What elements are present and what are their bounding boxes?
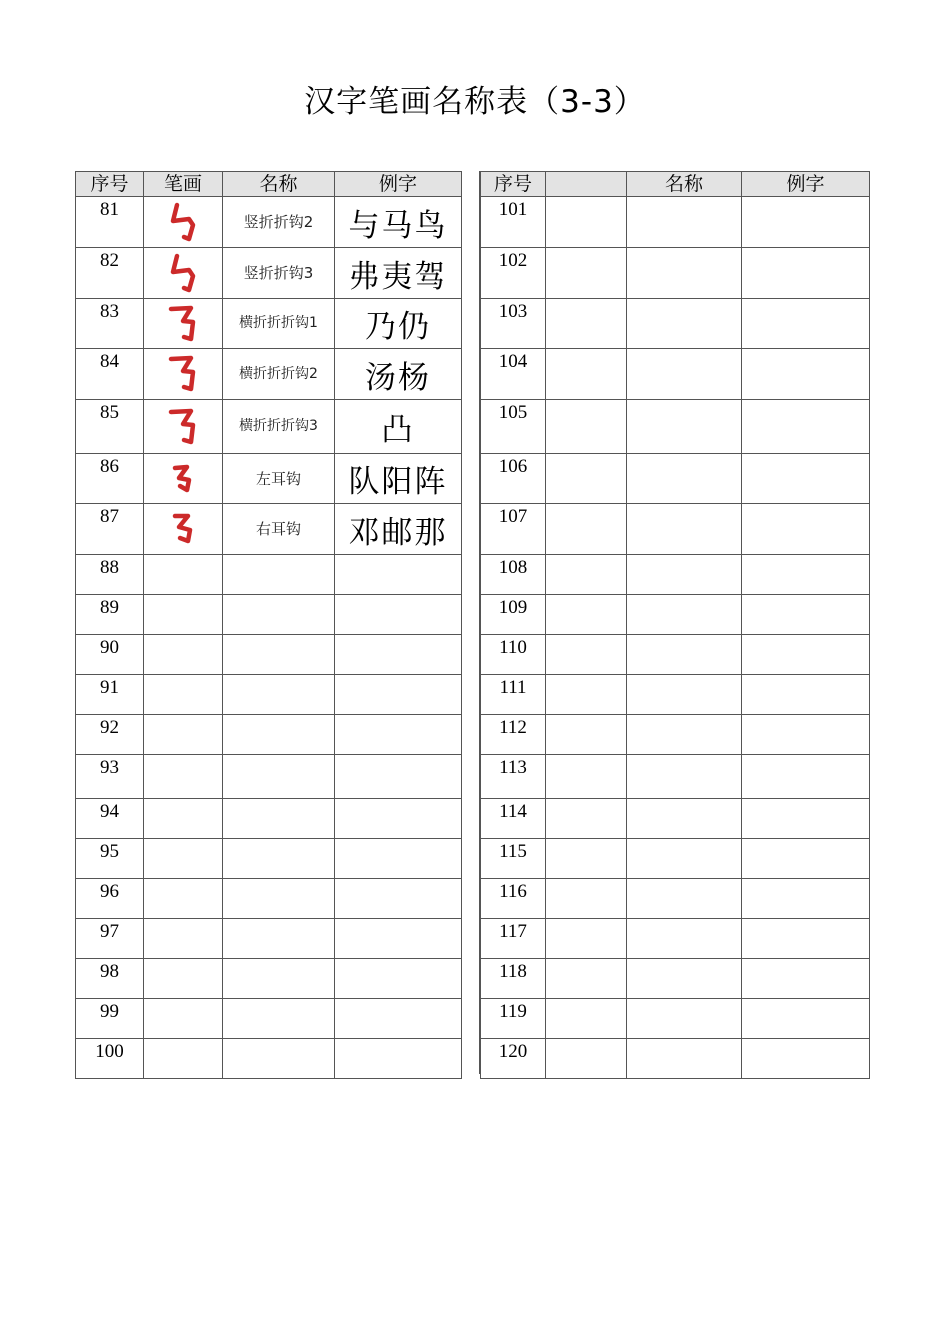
- stroke-name: 横折折折钩1: [223, 299, 335, 349]
- example-characters: [742, 959, 870, 999]
- stroke-name: [627, 400, 742, 454]
- stroke-cell: [144, 197, 223, 248]
- page-title: 汉字笔画名称表（3-3）: [304, 84, 646, 120]
- table-gap-column: [461, 171, 480, 1074]
- example-characters: 队阳阵: [335, 454, 462, 504]
- stroke-cell: [144, 1039, 223, 1079]
- row-number: 116: [481, 879, 546, 919]
- table-row: [481, 197, 870, 248]
- stroke-name: [627, 879, 742, 919]
- row-number: 118: [481, 959, 546, 999]
- stroke-cell: [144, 248, 223, 299]
- header-number: 序号: [76, 172, 144, 197]
- stroke-cell: [546, 504, 627, 555]
- stroke-name: [223, 555, 335, 595]
- stroke-cell: [546, 879, 627, 919]
- table-row: [76, 839, 462, 879]
- example-characters: [742, 454, 870, 504]
- row-number: 104: [481, 349, 546, 400]
- row-number: 120: [481, 1039, 546, 1079]
- row-number: 93: [76, 755, 144, 799]
- example-characters: [742, 504, 870, 555]
- row-number: 89: [76, 595, 144, 635]
- stroke-cell: [546, 248, 627, 299]
- stroke-cell: [144, 504, 223, 555]
- example-characters: [742, 799, 870, 839]
- stroke-cell: [144, 400, 223, 454]
- table-row: [76, 1039, 462, 1079]
- stroke-name: [223, 999, 335, 1039]
- row-number: 117: [481, 919, 546, 959]
- heng-zhe-zhe-zhe-gou-icon: [163, 404, 203, 450]
- row-number: 82: [76, 248, 144, 299]
- table-row: [76, 755, 462, 799]
- stroke-cell: [144, 839, 223, 879]
- stroke-cell: [546, 755, 627, 799]
- table-row: [76, 504, 462, 555]
- row-number: 106: [481, 454, 546, 504]
- example-characters: [335, 755, 462, 799]
- example-characters: 邓邮那: [335, 504, 462, 555]
- table-row: [481, 454, 870, 504]
- example-characters: [742, 999, 870, 1039]
- table-row: [76, 879, 462, 919]
- example-characters: [742, 879, 870, 919]
- row-number: 88: [76, 555, 144, 595]
- stroke-cell: [546, 715, 627, 755]
- row-number: 97: [76, 919, 144, 959]
- row-number: 110: [481, 635, 546, 675]
- stroke-cell: [144, 919, 223, 959]
- example-characters: [335, 799, 462, 839]
- table-row: [481, 504, 870, 555]
- stroke-name: [627, 755, 742, 799]
- stroke-cell: [546, 349, 627, 400]
- table-row: [481, 299, 870, 349]
- row-number: 107: [481, 504, 546, 555]
- stroke-name: [627, 299, 742, 349]
- row-number: 119: [481, 999, 546, 1039]
- row-number: 103: [481, 299, 546, 349]
- table-row: [481, 400, 870, 454]
- shu-zhe-zhe-gou-icon: [163, 199, 203, 245]
- stroke-name: 左耳钩: [223, 454, 335, 504]
- table-row: [76, 675, 462, 715]
- stroke-name: [627, 248, 742, 299]
- row-number: 108: [481, 555, 546, 595]
- example-characters: 弗夷驾: [335, 248, 462, 299]
- stroke-name: [627, 839, 742, 879]
- stroke-cell: [546, 400, 627, 454]
- stroke-cell: [546, 799, 627, 839]
- row-number: 99: [76, 999, 144, 1039]
- stroke-name: [223, 839, 335, 879]
- stroke-cell: [144, 999, 223, 1039]
- table-row: [481, 919, 870, 959]
- table-row: [481, 635, 870, 675]
- table-row: [76, 999, 462, 1039]
- stroke-name: 右耳钩: [223, 504, 335, 555]
- stroke-name: [223, 675, 335, 715]
- stroke-cell: [546, 299, 627, 349]
- example-characters: [335, 879, 462, 919]
- stroke-cell: [144, 879, 223, 919]
- example-characters: 乃仍: [335, 299, 462, 349]
- row-number: 85: [76, 400, 144, 454]
- stroke-name: [627, 999, 742, 1039]
- table-row: [76, 715, 462, 755]
- stroke-cell: [546, 959, 627, 999]
- stroke-name: [627, 197, 742, 248]
- table-row: [481, 715, 870, 755]
- stroke-name: [627, 635, 742, 675]
- example-characters: [335, 959, 462, 999]
- table-row: [76, 919, 462, 959]
- row-number: 90: [76, 635, 144, 675]
- stroke-cell: [144, 555, 223, 595]
- example-characters: 与马鸟: [335, 197, 462, 248]
- header-number: 序号: [481, 172, 546, 197]
- table-row: [76, 635, 462, 675]
- stroke-name: [223, 635, 335, 675]
- stroke-name: [627, 959, 742, 999]
- table-row: [481, 879, 870, 919]
- row-number: 94: [76, 799, 144, 839]
- shu-zhe-zhe-gou-icon: [163, 250, 203, 296]
- table-row: [76, 595, 462, 635]
- example-characters: 凸: [335, 400, 462, 454]
- stroke-cell: [144, 755, 223, 799]
- example-characters: [742, 675, 870, 715]
- example-characters: [335, 635, 462, 675]
- table-row: [481, 248, 870, 299]
- heng-zhe-zhe-zhe-gou-icon: [163, 301, 203, 347]
- example-characters: [335, 675, 462, 715]
- example-characters: [742, 755, 870, 799]
- example-characters: [742, 299, 870, 349]
- zuo-er-gou-icon: [163, 456, 203, 502]
- stroke-name: [627, 349, 742, 400]
- stroke-name: [627, 799, 742, 839]
- stroke-name: [627, 715, 742, 755]
- stroke-cell: [144, 299, 223, 349]
- stroke-name: [223, 879, 335, 919]
- table-row: [481, 799, 870, 839]
- row-number: 95: [76, 839, 144, 879]
- example-characters: [335, 555, 462, 595]
- stroke-cell: [144, 715, 223, 755]
- stroke-name: 竖折折钩2: [223, 197, 335, 248]
- stroke-name: [627, 504, 742, 555]
- stroke-name: [627, 1039, 742, 1079]
- stroke-cell: [546, 555, 627, 595]
- stroke-name: [627, 454, 742, 504]
- table-row: [481, 999, 870, 1039]
- row-number: 100: [76, 1039, 144, 1079]
- stroke-name: 竖折折钩3: [223, 248, 335, 299]
- row-number: 81: [76, 197, 144, 248]
- row-number: 84: [76, 349, 144, 400]
- row-number: 114: [481, 799, 546, 839]
- you-er-gou-icon: [163, 506, 203, 552]
- row-number: 115: [481, 839, 546, 879]
- example-characters: [335, 1039, 462, 1079]
- example-characters: [335, 595, 462, 635]
- stroke-name: [223, 715, 335, 755]
- header-stroke: 笔画: [144, 172, 223, 197]
- table-row: [76, 555, 462, 595]
- table-row: [481, 839, 870, 879]
- example-characters: [742, 248, 870, 299]
- example-characters: [335, 715, 462, 755]
- stroke-cell: [546, 454, 627, 504]
- table-row: [481, 555, 870, 595]
- stroke-name: [223, 799, 335, 839]
- example-characters: [742, 839, 870, 879]
- row-number: 87: [76, 504, 144, 555]
- header-row: [481, 172, 870, 197]
- row-number: 101: [481, 197, 546, 248]
- example-characters: [742, 595, 870, 635]
- stroke-cell: [144, 675, 223, 715]
- stroke-name: [627, 675, 742, 715]
- table-row: [481, 959, 870, 999]
- stroke-name: [223, 959, 335, 999]
- header-row: [76, 172, 462, 197]
- table-row: [481, 755, 870, 799]
- row-number: 96: [76, 879, 144, 919]
- stroke-cell: [546, 675, 627, 715]
- example-characters: [742, 919, 870, 959]
- row-number: 83: [76, 299, 144, 349]
- table-row: [76, 799, 462, 839]
- row-number: 105: [481, 400, 546, 454]
- stroke-cell: [546, 1039, 627, 1079]
- stroke-name: 横折折折钩3: [223, 400, 335, 454]
- row-number: 111: [481, 675, 546, 715]
- stroke-name: [627, 555, 742, 595]
- header-examples: 例字: [742, 172, 870, 197]
- stroke-name: [223, 755, 335, 799]
- header-name: 名称: [223, 172, 335, 197]
- table-row: [481, 675, 870, 715]
- stroke-cell: [144, 349, 223, 400]
- example-characters: [742, 555, 870, 595]
- stroke-cell: [144, 799, 223, 839]
- row-number: 102: [481, 248, 546, 299]
- row-number: 112: [481, 715, 546, 755]
- stroke-table-left: [75, 171, 462, 1079]
- row-number: 113: [481, 755, 546, 799]
- table-row: [76, 400, 462, 454]
- row-number: 98: [76, 959, 144, 999]
- stroke-name: 横折折折钩2: [223, 349, 335, 400]
- row-number: 86: [76, 454, 144, 504]
- table-row: [76, 349, 462, 400]
- stroke-cell: [144, 454, 223, 504]
- stroke-cell: [546, 839, 627, 879]
- table-row: [76, 299, 462, 349]
- heng-zhe-zhe-zhe-gou-icon: [163, 351, 203, 397]
- row-number: 109: [481, 595, 546, 635]
- stroke-cell: [546, 595, 627, 635]
- stroke-name: [223, 1039, 335, 1079]
- example-characters: [742, 349, 870, 400]
- stroke-name: [627, 595, 742, 635]
- header-stroke: [546, 172, 627, 197]
- stroke-cell: [546, 635, 627, 675]
- example-characters: [742, 1039, 870, 1079]
- stroke-cell: [546, 999, 627, 1039]
- stroke-cell: [144, 595, 223, 635]
- example-characters: [335, 839, 462, 879]
- row-number: 91: [76, 675, 144, 715]
- stroke-table-right: [480, 171, 870, 1079]
- stroke-cell: [144, 635, 223, 675]
- table-row: [76, 197, 462, 248]
- header-name: 名称: [627, 172, 742, 197]
- example-characters: [742, 400, 870, 454]
- table-row: [76, 248, 462, 299]
- table-row: [481, 349, 870, 400]
- example-characters: [335, 919, 462, 959]
- example-characters: [742, 715, 870, 755]
- example-characters: 汤杨: [335, 349, 462, 400]
- stroke-cell: [546, 919, 627, 959]
- stroke-cell: [546, 197, 627, 248]
- stroke-name: [223, 919, 335, 959]
- table-row: [481, 1039, 870, 1079]
- stroke-name: [627, 919, 742, 959]
- header-examples: 例字: [335, 172, 462, 197]
- table-row: [481, 595, 870, 635]
- table-row: [76, 959, 462, 999]
- stroke-name: [223, 595, 335, 635]
- table-row: [76, 454, 462, 504]
- row-number: 92: [76, 715, 144, 755]
- example-characters: [335, 999, 462, 1039]
- stroke-cell: [144, 959, 223, 999]
- example-characters: [742, 197, 870, 248]
- example-characters: [742, 635, 870, 675]
